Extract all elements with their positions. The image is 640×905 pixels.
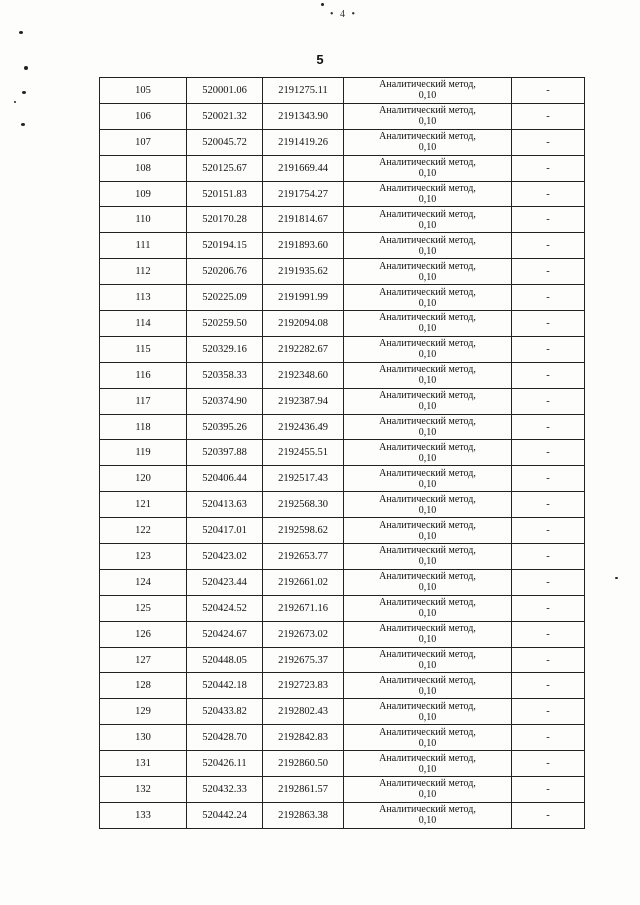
method-text: Аналитический метод, [379,752,476,764]
method-cell [344,673,512,699]
method-cell [344,777,512,803]
x-coordinate-cell: 520397.88 [187,440,263,466]
method-cell [344,103,512,129]
method-cell [344,155,512,181]
method-text: Аналитический метод, [379,157,476,169]
method-text: Аналитический метод, [379,260,476,272]
table-row [100,802,585,828]
point-number-cell: 127 [100,647,187,673]
y-coordinate-cell: 2191754.27 [263,181,344,207]
y-coordinate-cell: 2191893.60 [263,233,344,259]
x-coordinate-cell: 520259.50 [187,311,263,337]
note-cell: - [512,777,585,803]
method-cell [344,336,512,362]
point-number-cell: 120 [100,466,187,492]
y-coordinate-cell: 2192860.50 [263,751,344,777]
method-text: Аналитический метод, [379,700,476,712]
note-cell: - [512,311,585,337]
accuracy-text: 0,10 [418,271,437,283]
method-cell [344,440,512,466]
accuracy-text: 0,10 [418,608,437,620]
table-row [100,492,585,518]
method-cell [344,233,512,259]
method-text: Аналитический метод, [379,674,476,686]
accuracy-text: 0,10 [418,711,437,723]
y-coordinate-cell: 2192282.67 [263,336,344,362]
x-coordinate-cell: 520432.33 [187,777,263,803]
x-coordinate-cell: 520001.06 [187,78,263,104]
note-cell: - [512,492,585,518]
table-row [100,621,585,647]
note-cell: - [512,103,585,129]
point-number-cell: 129 [100,699,187,725]
method-cell [344,362,512,388]
method-text: Аналитический метод, [379,131,476,143]
accuracy-text: 0,10 [418,478,437,490]
accuracy-text: 0,10 [418,194,437,205]
method-text: Аналитический метод, [379,545,476,557]
point-number-cell: 112 [100,259,187,285]
point-number-cell: 131 [100,751,187,777]
table-row [100,311,585,337]
table-row [100,259,585,285]
y-coordinate-cell: 2192348.60 [263,362,344,388]
coordinates-table [99,77,585,829]
method-cell [344,595,512,621]
accuracy-text: 0,10 [418,452,437,464]
method-cell [344,181,512,207]
table-row [100,595,585,621]
method-text: Аналитический метод, [379,234,476,246]
table-row [100,103,585,129]
table-row [100,569,585,595]
note-cell: - [512,129,585,155]
note-cell: - [512,259,585,285]
x-coordinate-cell: 520358.33 [187,362,263,388]
y-coordinate-cell: 2191343.90 [263,103,344,129]
note-cell: - [512,78,585,104]
method-cell [344,259,512,285]
note-cell: - [512,544,585,570]
note-cell: - [512,285,585,311]
note-cell: - [512,725,585,751]
method-cell [344,621,512,647]
point-number-cell: 123 [100,544,187,570]
method-cell [344,751,512,777]
note-cell: - [512,362,585,388]
note-cell: - [512,802,585,828]
point-number-cell: 132 [100,777,187,803]
method-text: Аналитический метод, [379,312,476,324]
point-number-cell: 114 [100,311,187,337]
x-coordinate-cell: 520329.16 [187,336,263,362]
note-cell: - [512,181,585,207]
accuracy-text: 0,10 [418,349,437,361]
table-row [100,440,585,466]
accuracy-text: 0,10 [418,245,437,257]
x-coordinate-cell: 520194.15 [187,233,263,259]
x-coordinate-cell: 520428.70 [187,725,263,751]
y-coordinate-cell: 2192568.30 [263,492,344,518]
point-number-cell: 133 [100,802,187,828]
y-coordinate-cell: 2192653.77 [263,544,344,570]
note-cell: - [512,699,585,725]
accuracy-text: 0,10 [418,815,437,827]
y-coordinate-cell: 2191419.26 [263,129,344,155]
x-coordinate-cell: 520125.67 [187,155,263,181]
point-number-cell: 109 [100,181,187,207]
point-number-cell: 106 [100,103,187,129]
table-row [100,388,585,414]
method-text: Аналитический метод, [379,804,476,816]
point-number-cell: 121 [100,492,187,518]
table-row [100,181,585,207]
accuracy-text: 0,10 [418,504,437,516]
point-number-cell: 118 [100,414,187,440]
method-cell [344,129,512,155]
method-text: Аналитический метод, [379,519,476,531]
x-coordinate-cell: 520206.76 [187,259,263,285]
y-coordinate-cell: 2192598.62 [263,518,344,544]
method-text: Аналитический метод, [379,79,476,91]
x-coordinate-cell: 520021.32 [187,103,263,129]
table-row [100,777,585,803]
method-text: Аналитический метод, [379,467,476,479]
y-coordinate-cell: 2192436.49 [263,414,344,440]
y-coordinate-cell: 2192863.38 [263,802,344,828]
method-cell [344,544,512,570]
method-text: Аналитический метод, [379,493,476,505]
method-cell [344,285,512,311]
method-text: Аналитический метод, [379,778,476,790]
point-number-cell: 108 [100,155,187,181]
x-coordinate-cell: 520448.05 [187,647,263,673]
y-coordinate-cell: 2192671.16 [263,595,344,621]
table-row [100,518,585,544]
accuracy-text: 0,10 [418,763,437,775]
method-text: Аналитический метод, [379,364,476,376]
table-row [100,751,585,777]
y-coordinate-cell: 2192455.51 [263,440,344,466]
y-coordinate-cell: 2192861.57 [263,777,344,803]
accuracy-text: 0,10 [418,401,437,413]
accuracy-text: 0,10 [418,90,437,102]
table-row [100,544,585,570]
method-text: Аналитический метод, [379,416,476,428]
note-cell: - [512,569,585,595]
x-coordinate-cell: 520374.90 [187,388,263,414]
x-coordinate-cell: 520423.44 [187,569,263,595]
method-cell [344,802,512,828]
note-cell: - [512,518,585,544]
point-number-cell: 116 [100,362,187,388]
note-cell: - [512,414,585,440]
accuracy-text: 0,10 [418,116,437,128]
point-number-cell: 126 [100,621,187,647]
table-row [100,466,585,492]
point-number-cell: 107 [100,129,187,155]
x-coordinate-cell: 520442.18 [187,673,263,699]
point-number-cell: 124 [100,569,187,595]
y-coordinate-cell: 2192673.02 [263,621,344,647]
method-text: Аналитический метод, [379,338,476,350]
y-coordinate-cell: 2192802.43 [263,699,344,725]
accuracy-text: 0,10 [418,142,437,154]
method-cell [344,569,512,595]
note-cell: - [512,233,585,259]
note-cell: - [512,466,585,492]
method-text: Аналитический метод, [379,208,476,220]
x-coordinate-cell: 520045.72 [187,129,263,155]
method-cell [344,311,512,337]
accuracy-text: 0,10 [418,168,437,180]
method-text: Аналитический метод, [379,726,476,738]
point-number-cell: 119 [100,440,187,466]
method-cell [344,78,512,104]
method-text: Аналитический метод, [379,390,476,402]
x-coordinate-cell: 520424.67 [187,621,263,647]
note-cell: - [512,440,585,466]
point-number-cell: 130 [100,725,187,751]
x-coordinate-cell: 520423.02 [187,544,263,570]
x-coordinate-cell: 520413.63 [187,492,263,518]
table-row [100,207,585,233]
point-number-cell: 113 [100,285,187,311]
x-coordinate-cell: 520426.11 [187,751,263,777]
method-text: Аналитический метод, [379,286,476,298]
accuracy-text: 0,10 [418,219,437,231]
table-row [100,725,585,751]
accuracy-text: 0,10 [418,323,437,335]
table-row [100,699,585,725]
y-coordinate-cell: 2192387.94 [263,388,344,414]
method-text: Аналитический метод, [379,183,476,194]
y-coordinate-cell: 2191814.67 [263,207,344,233]
top-header-mark: • 4 • [330,9,358,20]
note-cell: - [512,388,585,414]
accuracy-text: 0,10 [418,297,437,309]
method-text: Аналитический метод, [379,623,476,635]
y-coordinate-cell: 2192842.83 [263,725,344,751]
page-number: 5 [316,52,324,67]
point-number-cell: 122 [100,518,187,544]
y-coordinate-cell: 2192675.37 [263,647,344,673]
method-cell [344,725,512,751]
table-row [100,155,585,181]
table-row [100,673,585,699]
y-coordinate-cell: 2191669.44 [263,155,344,181]
x-coordinate-cell: 520225.09 [187,285,263,311]
note-cell: - [512,751,585,777]
x-coordinate-cell: 520151.83 [187,181,263,207]
note-cell: - [512,647,585,673]
point-number-cell: 111 [100,233,187,259]
table-row [100,78,585,104]
x-coordinate-cell: 520406.44 [187,466,263,492]
accuracy-text: 0,10 [418,634,437,646]
accuracy-text: 0,10 [418,685,437,697]
method-cell [344,414,512,440]
table-row [100,336,585,362]
y-coordinate-cell: 2191275.11 [263,78,344,104]
method-cell [344,492,512,518]
table-row [100,129,585,155]
table-row [100,233,585,259]
accuracy-text: 0,10 [418,427,437,439]
table-row [100,362,585,388]
accuracy-text: 0,10 [418,556,437,568]
table-row [100,647,585,673]
method-cell [344,388,512,414]
y-coordinate-cell: 2192661.02 [263,569,344,595]
note-cell: - [512,595,585,621]
accuracy-text: 0,10 [418,375,437,387]
y-coordinate-cell: 2192723.83 [263,673,344,699]
note-cell: - [512,336,585,362]
x-coordinate-cell: 520170.28 [187,207,263,233]
note-cell: - [512,155,585,181]
method-cell [344,518,512,544]
point-number-cell: 125 [100,595,187,621]
table-row [100,414,585,440]
method-cell [344,699,512,725]
accuracy-text: 0,10 [418,737,437,749]
x-coordinate-cell: 520395.26 [187,414,263,440]
note-cell: - [512,673,585,699]
method-text: Аналитический метод, [379,597,476,609]
x-coordinate-cell: 520424.52 [187,595,263,621]
method-text: Аналитический метод, [379,441,476,453]
accuracy-text: 0,10 [418,582,437,594]
table-row [100,285,585,311]
method-text: Аналитический метод, [379,571,476,583]
method-text: Аналитический метод, [379,649,476,661]
x-coordinate-cell: 520417.01 [187,518,263,544]
point-number-cell: 105 [100,78,187,104]
accuracy-text: 0,10 [418,530,437,542]
y-coordinate-cell: 2192517.43 [263,466,344,492]
point-number-cell: 128 [100,673,187,699]
note-cell: - [512,621,585,647]
method-cell [344,466,512,492]
point-number-cell: 117 [100,388,187,414]
x-coordinate-cell: 520442.24 [187,802,263,828]
method-cell [344,647,512,673]
y-coordinate-cell: 2191935.62 [263,259,344,285]
point-number-cell: 110 [100,207,187,233]
method-cell [344,207,512,233]
y-coordinate-cell: 2192094.08 [263,311,344,337]
accuracy-text: 0,10 [418,789,437,801]
note-cell: - [512,207,585,233]
accuracy-text: 0,10 [418,660,437,672]
x-coordinate-cell: 520433.82 [187,699,263,725]
method-text: Аналитический метод, [379,105,476,117]
y-coordinate-cell: 2191991.99 [263,285,344,311]
point-number-cell: 115 [100,336,187,362]
